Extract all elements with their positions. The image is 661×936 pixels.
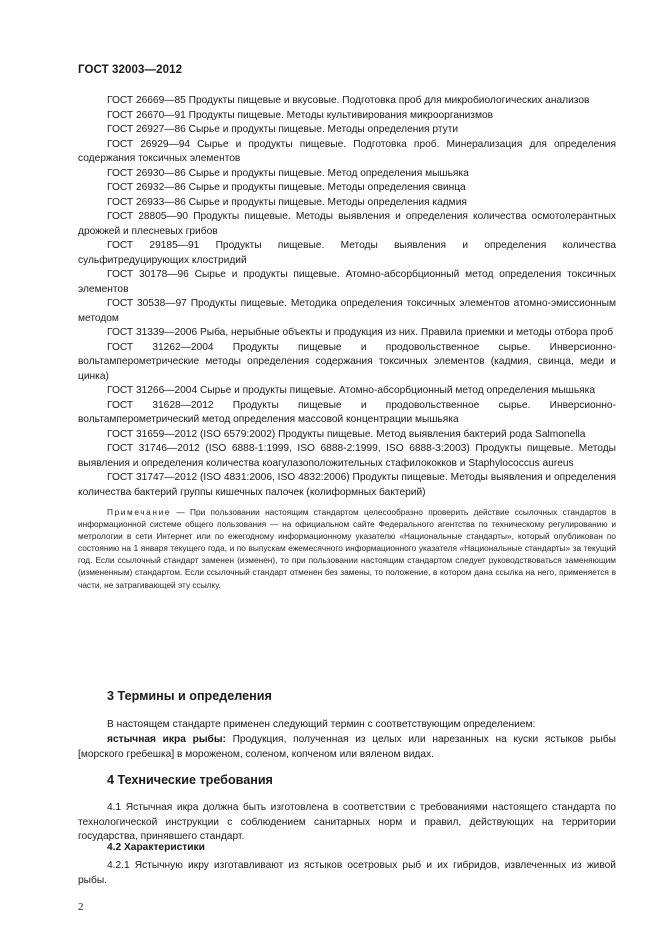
term-name: ястычная икра рыбы: bbox=[107, 734, 226, 745]
clause-4-2-1: 4.2.1 Ястычную икру изготавливают из ястыков осетровых рыб и их гибридов, извлеченных из живой рыбы. bbox=[78, 860, 616, 886]
section-3-heading: 3 Термины и определения bbox=[107, 689, 272, 703]
reference-item: ГОСТ 31746—2012 (ISO 6888-1:1999, ISO 6888-2:1999, ISO 6888-3:2003) Продукты пищевые. Методы выявления и определения количества коагулазоположительных стафилококков и Staphylococcus aureus bbox=[78, 443, 616, 469]
page-number: 2 bbox=[78, 901, 84, 913]
note-text: — При пользовании настоящим стандартом целесообразно проверить действие ссылочных стандартов в информационной системе общего пользования — на официальном сайте Федерального агентства по техническому регулированию и метрологии в сети Интернет или по ежегодному информационному указателю «Национальные стандарты», который опубликован по состоянию на 1 января текущего года, и по выпускам ежемесячного информационного указателя «Национальные стандарты» за текущий год. Если ссылочный стандарт заменен (изменен), то при пользовании настоящим стандартом следует руководствоваться заменяющим (измененным) стандартом. Если ссылочный стандарт отменен без замены, то положение, в котором дана ссылка на него, применяется в части, не затрагивающей эту ссылку. bbox=[78, 507, 616, 590]
reference-item: ГОСТ 26927—86 Сырье и продукты пищевые. Методы определения ртути bbox=[107, 124, 459, 135]
reference-item: ГОСТ 31628—2012 Продукты пищевые и продовольственное сырье. Инверсионно-вольтамперометрический метод определения массовой концентрации мышьяка bbox=[78, 399, 616, 425]
references-note bbox=[78, 506, 616, 591]
reference-item: ГОСТ 28805—90 Продукты пищевые. Методы выявления и определения количества осмотолерантных дрожжей и плесневых грибов bbox=[78, 211, 616, 237]
note-label: Примечание bbox=[107, 507, 172, 517]
normative-references-list bbox=[78, 94, 616, 500]
reference-item: ГОСТ 26670—91 Продукты пищевые. Методы культивирования микроорганизмов bbox=[107, 109, 494, 121]
reference-item: ГОСТ 26933—86 Сырье и продукты пищевые. Методы определения кадмия bbox=[107, 196, 467, 208]
reference-item: ГОСТ 31339—2006 Рыба, нерыбные объекты и продукция из них. Правила приемки и методы отбора проб bbox=[107, 327, 614, 338]
reference-item: ГОСТ 31747—2012 (ISO 4831:2006, ISO 4832:2006) Продукты пищевые. Методы выявления и определения количества бактерий группы кишечных палочек (колиформных бактерий) bbox=[78, 472, 616, 498]
reference-item: ГОСТ 30538—97 Продукты пищевые. Методика определения токсичных элементов атомно-эмиссионным методом bbox=[78, 298, 616, 324]
document-header: ГОСТ 32003—2012 bbox=[78, 64, 183, 76]
reference-item: ГОСТ 31659—2012 (ISO 6579:2002) Продукты пищевые. Метод выявления бактерий рода Salmonella bbox=[107, 428, 586, 440]
subsection-4-2-heading: 4.2 Характеристики bbox=[107, 842, 205, 853]
page-body bbox=[78, 94, 616, 591]
reference-item: ГОСТ 26930—86 Сырье и продукты пищевые. Метод определения мышьяка bbox=[107, 167, 469, 179]
reference-item: ГОСТ 31266—2004 Сырье и продукты пищевые. Атомно-абсорбционный метод определения мышьяка bbox=[107, 385, 596, 396]
reference-item: ГОСТ 26932—86 Сырье и продукты пищевые. Методы определения свинца bbox=[107, 182, 466, 193]
reference-item: ГОСТ 26669—85 Продукты пищевые и вкусовые. Подготовка проб для микробиологических анализов bbox=[107, 95, 590, 106]
reference-item: ГОСТ 30178—96 Сырье и продукты пищевые. Атомно-абсорбционный метод определения токсичных элементов bbox=[78, 269, 616, 295]
clause-4-1: 4.1 Ястычная икра должна быть изготовлена в соответствии с требованиями настоящего стандарта по технологической инструкции с соблюдением санитарных норм и правил, действующих на территории государства, принявшего стандарт. bbox=[78, 802, 616, 843]
term-text: Продукция, полученная из целых или нарезанных на куски ястыков рыбы [морского гребешка] в мороженом, соленом, копченом или вяленом видах. bbox=[78, 734, 616, 760]
section-4-heading: 4 Технические требования bbox=[107, 773, 273, 787]
reference-item: ГОСТ 31262—2004 Продукты пищевые и продовольственное сырье. Инверсионно-вольтамперометрические методы определения содержания токсичных элементов (кадмия, свинца, меди и цинка) bbox=[78, 341, 616, 382]
reference-item: ГОСТ 29185—91 Продукты пищевые. Методы выявления и определения количества сульфитредуцирующих клостридий bbox=[78, 240, 616, 266]
term-definition bbox=[78, 733, 616, 762]
section-3-intro: В настоящем стандарте применен следующий термин с соответствующим определением: bbox=[107, 719, 536, 730]
reference-item: ГОСТ 26929—94 Сырье и продукты пищевые. Подготовка проб. Минерализация для определения содержания токсичных элементов bbox=[78, 138, 616, 164]
